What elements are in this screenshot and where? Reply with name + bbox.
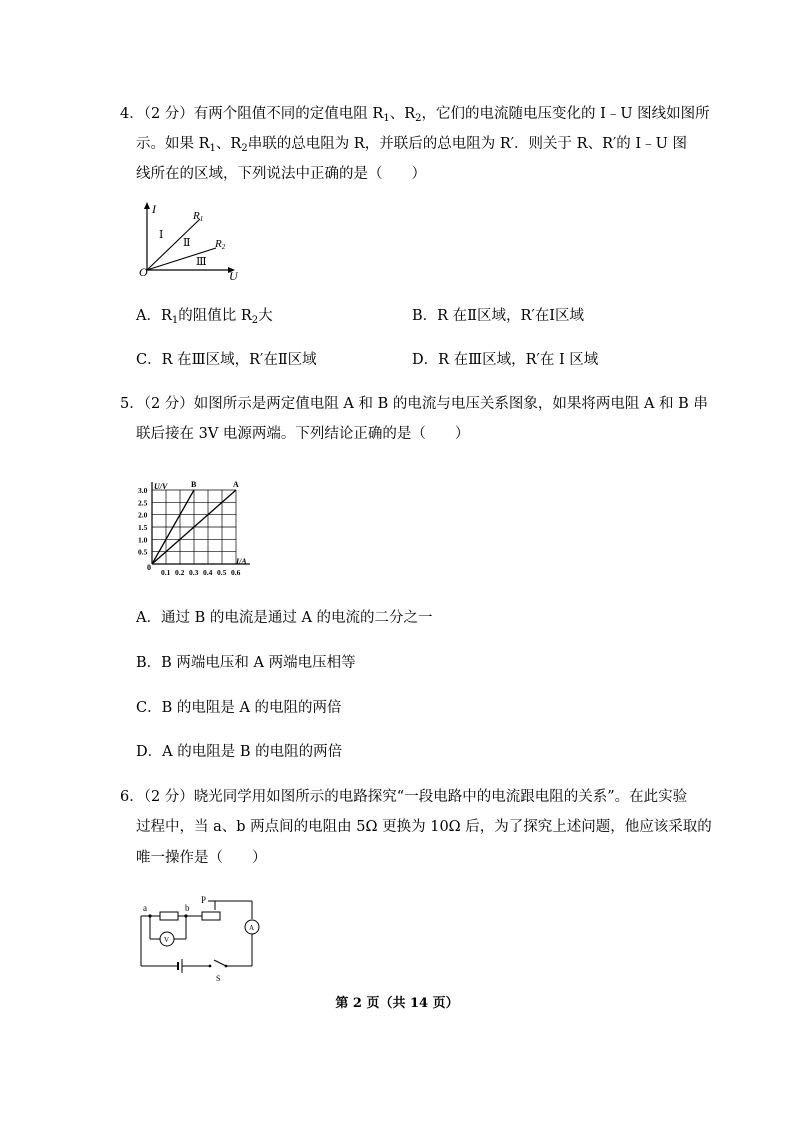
q4-label-r1: R1 (193, 210, 204, 223)
q4-stem-line1: 4．（2 分）有两个阻值不同的定值电阻 $R_1$、$R_2$，它们的电流随电压变化的 I﹣U 图线如图所 (120, 106, 710, 124)
q4-option-a[interactable]: A．$R_1$的阻值比 $R_2$大 (136, 308, 273, 326)
q5-xlabel: I/A (236, 557, 247, 566)
q6-switch (214, 960, 226, 966)
q5-y-tick-label: 2.5 (138, 498, 148, 508)
q4-label-o: O (139, 265, 148, 279)
q6-stem-line2: 过程中，当 a、b 两点间的电阻由 5Ω 更换为 10Ω 后，为了探究上述问题，他应该采取的 (136, 819, 712, 835)
q4-option-b[interactable]: B．R 在Ⅱ区域，R′在Ⅰ区域 (412, 308, 584, 324)
q5-series-label-B: B (191, 480, 197, 489)
q5-x-tick-label: 0.5 (217, 568, 227, 577)
q6-stem-line1: 6．（2 分）晓光同学用如图所示的电路探究“一段电路中的电流跟电阻的关系”。在此实验 (120, 789, 688, 805)
q5-x-tick-label: 0.2 (175, 568, 185, 577)
q4-stem-line3: 线所在的区域，下列说法中正确的是（ ） (136, 166, 426, 182)
q5-option-a[interactable]: A．通过 B 的电流是通过 A 的电流的二分之一 (136, 610, 433, 626)
q6-rheostat (202, 912, 220, 920)
q5-x-tick-label: 0.4 (203, 568, 213, 577)
q6-label-b: b (185, 903, 190, 913)
q4-region-3: Ⅲ (196, 256, 207, 268)
q5-y-tick-label: 3.0 (138, 486, 148, 495)
q6-label-p: P (201, 895, 207, 905)
q4-iu-figure (136, 200, 246, 283)
q5-stem-line1: 5．（2 分）如图所示是两定值电阻 A 和 B 的电流与电压关系图象，如果将两电阻 A 和 B 串 (120, 396, 708, 412)
q4-label-i: I (152, 202, 156, 216)
q5-chart (128, 478, 258, 580)
q4-line-r1 (147, 219, 200, 270)
q5-option-c[interactable]: C．B 的电阻是 A 的电阻的两倍 (136, 700, 342, 716)
q6-label-v: V (164, 936, 170, 944)
q6-fixed-resistor (160, 912, 178, 920)
q5-series-label-A: A (233, 480, 239, 489)
q4-option-d[interactable]: D．R 在Ⅲ区域，R′在 I 区域 (412, 352, 599, 368)
q5-y-tick-label: 1.5 (138, 523, 148, 532)
q6-circuit-diagram (130, 893, 270, 985)
q5-origin-label: 0 (147, 563, 151, 572)
q6-label-a: a (143, 903, 147, 913)
q4-stem-line2: 示。如果 $R_1$、$R_2$串联的总电阻为 R，并联后的总电阻为 R′．则关于 R、R′的 I﹣U 图 (136, 136, 687, 154)
q6-stem-line3: 唯一操作是（ ） (136, 850, 267, 866)
page-footer: 第 2 页（共 14 页） (335, 996, 459, 1011)
q5-option-d[interactable]: D．A 的电阻是 B 的电阻的两倍 (136, 744, 343, 760)
q6-label-ammeter: A (249, 924, 255, 932)
q4-arrow-y (144, 202, 150, 209)
q6-label-s: S (216, 974, 221, 983)
q4-label-u: U (229, 269, 238, 283)
q5-stem-line2: 联后接在 3V 电源两端。下列结论正确的是（ ） (136, 426, 470, 442)
q4-option-c[interactable]: C．R 在Ⅲ区域，R′在Ⅱ区域 (136, 352, 317, 368)
q4-label-r2: R2 (215, 238, 226, 251)
q5-x-tick-label: 0.6 (231, 568, 241, 577)
q5-y-tick-label: 1.0 (138, 535, 148, 545)
q4-region-2: Ⅱ (183, 237, 191, 249)
q5-y-tick-label: 2.0 (138, 510, 148, 520)
q4-region-1: Ⅰ (159, 229, 164, 241)
q5-x-tick-label: 0.1 (161, 568, 171, 577)
q5-y-tick-label: 0.5 (138, 547, 148, 557)
q5-ylabel: U/V (154, 482, 168, 491)
q5-x-tick-label: 0.3 (189, 568, 199, 577)
q5-option-b[interactable]: B．B 两端电压和 A 两端电压相等 (136, 655, 356, 671)
